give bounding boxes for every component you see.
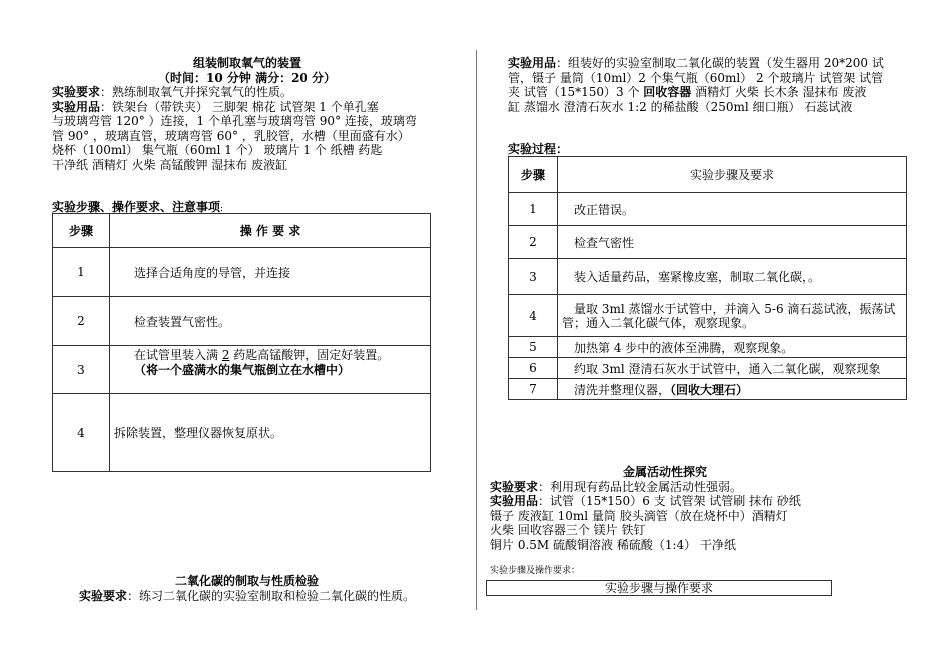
oxygen-subtitle: （时间：10 分钟 满分：20 分） [158,70,336,85]
metal-section [490,465,910,579]
recycle-label: 回收容器 [643,85,692,99]
table-row: 2 检查装置气密性。 [53,297,431,346]
mat-line: 管，镊子 量筒（10ml）2 个集气瓶（60ml） 2 个玻璃片 试管架 试管 [508,70,884,85]
table-row: 4 量取 3ml 蒸馏水于试管中，并滴入 5-6 滴石蕊试液，振荡试 管；通入二氧化碳气体，观察现象。 [509,295,907,337]
table-header-requirement: 操 作 要 求 [110,214,431,248]
table-row: 3 在试管里装入满 2 药匙高锰酸钾，固定好装置。 （将一个盛满水的集气瓶倒立在水槽中） [53,346,431,394]
co2-title: 二氧化碳的制取与性质检验 [174,574,319,588]
metal-steps-label: 实验步骤及操作要求： [490,566,581,576]
metal-materials: 实验用品：试管（15*150）6 支 试管架 试管刷 抹布 砂纸 镊子 废液缸 10ml 量筒 胶头滴管（放在烧杯中）酒精灯 火柴 回收容器三个 镁片 铁钉 铜片 0.5M 硫酸铜溶液 稀硫酸（1:4） 干净纸 [490,494,801,552]
oxygen-steps-table [52,213,431,472]
mat-line: ：组装好的实验室制取二氧化碳的装置（发生器用 20*200 试 [556,56,884,70]
table-header-step: 步骤 [509,157,558,193]
table-header-requirement: 实验步骤及要求 [558,157,907,193]
left-column [52,56,442,217]
table-row: 1 改正错误。 [509,193,907,226]
mat-label: 实验用品 [52,99,101,114]
table-header-step: 步骤 [53,214,110,248]
column-divider [476,50,477,610]
metal-requirement: 实验要求：利用现有药品比较金属活动性强弱。 [490,479,743,494]
oxygen-requirement [52,85,442,100]
right-column [508,56,910,157]
mat-line: 管 90° ，玻璃直管，玻璃弯管 60° ，乳胶管，水槽（里面盛有水） [52,128,410,143]
metal-title: 金属活动性探究 [622,465,707,479]
table-row: 4 拆除装置，整理仪器恢复原状。 [53,394,431,472]
co2-mat-label: 实验用品 [508,56,557,70]
req-label: 实验要求 [52,85,101,99]
oxygen-materials [52,100,442,173]
mat-line: 缸 蒸馏水 澄清石灰水 1:2 的稀盐酸（250ml 细口瓶） 石蕊试液 [508,99,853,114]
mat-line: 干净纸 酒精灯 火柴 高锰酸钾 湿抹布 废液缸 [52,157,288,172]
co2-steps-table [508,156,907,400]
mat-line: 烧杯（100ml） 集气瓶（60ml 1 个） 玻璃片 1 个 纸槽 药匙 [52,143,383,157]
req-text: ：熟练制取氧气并探究氧气的性质。 [100,85,293,99]
oxygen-title: 组装制取氧气的装置 [192,56,301,70]
mat-line: 酒精灯 火柴 长木条 湿抹布 废液 [695,85,867,99]
table-row: 2 检查气密性 [509,226,907,259]
steps-heading: 实验步骤、操作要求、注意事项: [52,200,224,214]
co2-section [52,574,442,603]
co2-requirement: 实验要求：练习二氧化碳的实验室制取和检验二氧化碳的性质。 [78,588,416,603]
mat-line: ：铁架台（带铁夹） 三脚架 棉花 试管架 1 个单孔塞 [100,99,379,114]
table-row: 3 装入适量药品，塞紧橡皮塞，制取二氧化碳，。 [509,259,907,295]
table-row: 5 加热第 4 步中的液体至沸腾，观察现象。 [509,337,907,358]
table-row: 6 约取 3ml 澄清石灰水于试管中，通入二氧化碳，观察现象 [509,358,907,379]
mat-line: 夹 试管（15*150）3 个 [508,85,644,99]
mat-line: 与玻璃弯管 120° ）连接，1 个单孔塞与玻璃弯管 90° 连接，玻璃弯 [52,114,417,128]
table-row: 1 选择合适角度的导管，并连接 [53,248,431,297]
process-label: 实验过程： [508,142,569,156]
table-row: 7 清洗并整理仪器，（回收大理石） [509,379,907,400]
metal-steps-box: 实验步骤与操作要求 [486,580,832,596]
